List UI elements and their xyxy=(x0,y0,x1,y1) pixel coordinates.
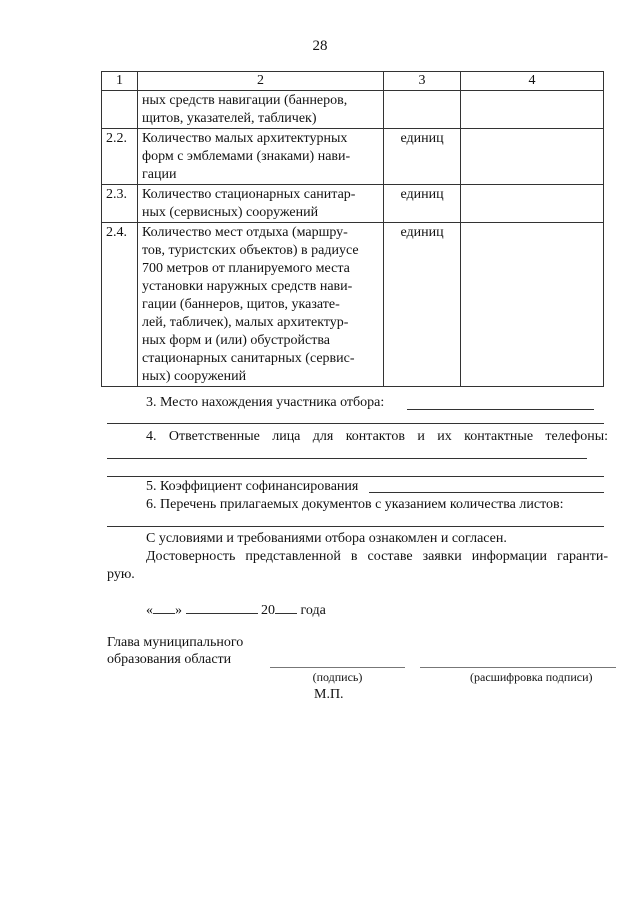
row-description xyxy=(138,129,384,185)
coefficient-label: 5. Коэффициент софинансирования xyxy=(146,479,359,494)
description-line: гации (баннеров, щитов, указате- xyxy=(142,297,340,312)
year-suffix: года xyxy=(300,603,326,618)
location-label: 3. Место нахождения участника отбора: xyxy=(146,395,385,410)
description-line: Количество мест отдыха (маршру- xyxy=(142,225,348,240)
location-blank-line xyxy=(107,423,604,424)
stamp-label: М.П. xyxy=(314,687,344,702)
table-header-row xyxy=(102,72,604,91)
date-close-quote: » xyxy=(175,603,182,618)
row-description xyxy=(138,91,384,129)
agreement-text: С условиями и требованиями отбора ознакомлен и согласен. xyxy=(146,531,507,546)
row-unit: единиц xyxy=(384,185,461,223)
row-value xyxy=(461,185,604,223)
row-number xyxy=(102,91,138,129)
description-line: гации xyxy=(142,167,177,182)
column-header: 1 xyxy=(102,72,138,91)
description-line: Количество малых архитектурных xyxy=(142,131,348,146)
row-unit xyxy=(384,91,461,129)
date-line xyxy=(146,600,326,620)
description-line: ных средств навигации (баннеров, xyxy=(142,93,348,108)
decoding-caption: (расшифровка подписи) xyxy=(470,670,593,684)
reliability-text-end: рую. xyxy=(107,567,135,582)
description-line: ных (сервисных) сооружений xyxy=(142,205,319,220)
description-line: 700 метров от планируемого места xyxy=(142,261,350,276)
row-number: 2.2. xyxy=(102,129,138,185)
coefficient-blank xyxy=(369,492,604,493)
signature-caption: (подпись) xyxy=(312,670,363,684)
contacts-blank-line xyxy=(107,458,587,459)
description-line: ных форм и (или) обустройства xyxy=(142,333,330,348)
reliability-text: Достоверность представленной в составе заявки информации гаранти- xyxy=(146,549,608,564)
documents-blank-line xyxy=(107,526,604,527)
year-prefix: 20 xyxy=(261,603,275,618)
description-line: Количество стационарных санитар- xyxy=(142,187,356,202)
year-blank xyxy=(275,600,297,614)
table-row xyxy=(102,223,604,387)
column-header: 3 xyxy=(384,72,461,91)
contacts-blank-line xyxy=(107,476,604,477)
documents-label: 6. Перечень прилагаемых документов с указанием количества листов: xyxy=(146,497,564,512)
description-line: лей, табличек), малых архитектур- xyxy=(142,315,349,330)
description-line: тов, туристских объектов) в радиусе xyxy=(142,243,359,258)
table-row xyxy=(102,91,604,129)
row-description xyxy=(138,185,384,223)
date-open-quote: « xyxy=(146,603,153,618)
signatory-role-line2: образования области xyxy=(107,652,232,667)
table-row xyxy=(102,185,604,223)
row-value xyxy=(461,223,604,387)
row-description xyxy=(138,223,384,387)
description-line: стационарных санитарных (сервис- xyxy=(142,351,355,366)
row-value xyxy=(461,91,604,129)
signatory-role-line1: Глава муниципального xyxy=(107,635,244,650)
description-line: ных) сооружений xyxy=(142,369,247,384)
description-line: форм с эмблемами (знаками) нави- xyxy=(142,149,351,164)
column-header: 4 xyxy=(461,72,604,91)
month-blank xyxy=(186,600,258,614)
table-row xyxy=(102,129,604,185)
row-value xyxy=(461,129,604,185)
contacts-label: 4. Ответственные лица для контактов и их контактные телефоны: xyxy=(146,429,608,444)
row-unit: единиц xyxy=(384,129,461,185)
description-line: щитов, указателей, табличек) xyxy=(142,111,317,126)
row-number: 2.3. xyxy=(102,185,138,223)
column-header: 2 xyxy=(138,72,384,91)
row-number: 2.4. xyxy=(102,223,138,387)
location-blank xyxy=(407,409,594,410)
page-number: 28 xyxy=(312,38,328,54)
indicators-table xyxy=(101,71,604,387)
description-line: установки наружных средств нави- xyxy=(142,279,353,294)
row-unit: единиц xyxy=(384,223,461,387)
day-blank xyxy=(153,600,175,614)
